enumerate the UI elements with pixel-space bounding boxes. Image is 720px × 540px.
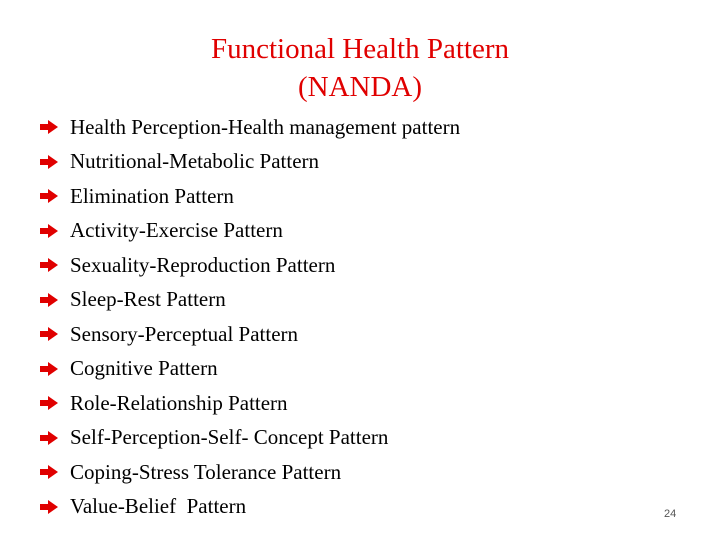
list-item-text: Cognitive Pattern xyxy=(70,356,218,381)
list-item-text: Sleep-Rest Pattern xyxy=(70,287,226,312)
slide-title xyxy=(0,30,720,106)
list-item-text: Self-Perception-Self- Concept Pattern xyxy=(70,425,389,450)
arrow-bullet-icon xyxy=(40,465,58,479)
arrow-bullet-icon xyxy=(40,431,58,445)
list-item xyxy=(40,248,460,283)
arrow-bullet-icon xyxy=(40,155,58,169)
list-item-text: Activity-Exercise Pattern xyxy=(70,218,283,243)
list-item xyxy=(40,490,460,525)
arrow-bullet-icon xyxy=(40,258,58,272)
slide-title-line-1: Functional Health Pattern xyxy=(211,33,509,65)
list-item-text: Sexuality-Reproduction Pattern xyxy=(70,252,336,277)
arrow-bullet-icon xyxy=(40,224,58,238)
arrow-bullet-icon xyxy=(40,396,58,410)
arrow-bullet-icon xyxy=(40,327,58,341)
arrow-bullet-icon xyxy=(40,500,58,514)
slide-title-line-2: (NANDA) xyxy=(297,71,423,103)
list-item xyxy=(40,145,460,180)
list-item xyxy=(40,110,460,145)
arrow-bullet-icon xyxy=(40,120,58,134)
list-item xyxy=(40,214,460,249)
list-item xyxy=(40,317,460,352)
page-number: 24 xyxy=(664,508,677,520)
list-item xyxy=(40,283,460,318)
list-item xyxy=(40,352,460,387)
list-item xyxy=(40,455,460,490)
list-item-text: Role-Relationship Pattern xyxy=(70,390,288,415)
arrow-bullet-icon xyxy=(40,189,58,203)
arrow-bullet-icon xyxy=(40,293,58,307)
list-item xyxy=(40,386,460,421)
list-item-text: Coping-Stress Tolerance Pattern xyxy=(70,459,342,484)
list-item-text: Elimination Pattern xyxy=(70,183,234,208)
list-item-text: Sensory-Perceptual Pattern xyxy=(70,321,299,346)
list-item-text: Nutritional-Metabolic Pattern xyxy=(70,149,320,174)
list-item-text: Health Perception-Health management pattern xyxy=(70,114,461,139)
list-item-text: Value-Belief Pattern xyxy=(70,494,247,519)
bullet-list xyxy=(40,110,460,524)
list-item xyxy=(40,421,460,456)
arrow-bullet-icon xyxy=(40,362,58,376)
list-item xyxy=(40,179,460,214)
